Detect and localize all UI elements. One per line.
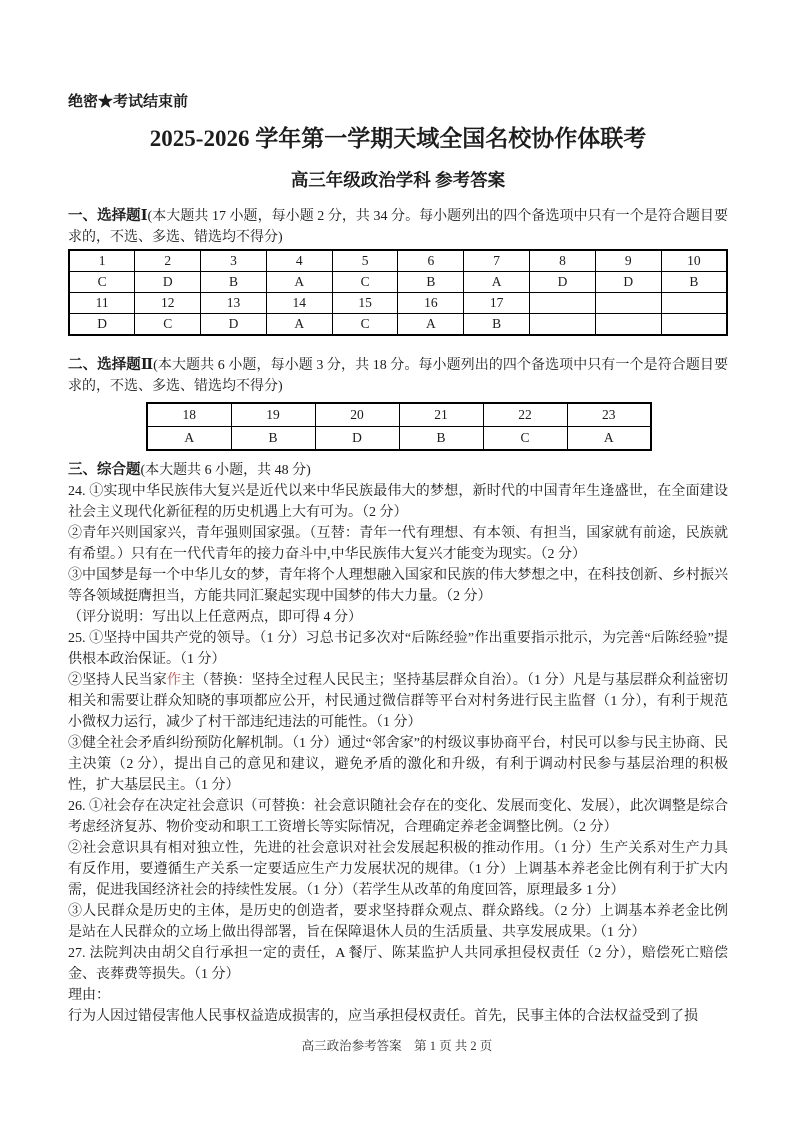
answer-cell: 4 <box>266 250 332 272</box>
answer-table-row <box>69 314 727 336</box>
section2-answer-table <box>146 402 652 451</box>
answer-text: ③人民群众是历史的主体，是历史的创造者，要求坚持群众观点、群众路线。（2 分）上调基本养老金比例是站在人民群众的立场上做出得部署，旨在保障退休人员的生活质量、共享发展成果。（1 分） <box>68 904 728 940</box>
answer-cell: 8 <box>530 250 596 272</box>
answer-cell: 3 <box>201 250 267 272</box>
answer-cell: C <box>69 272 135 293</box>
answers-block <box>68 481 728 1027</box>
answer-text: ③中国梦是每一个中华儿女的梦，青年将个人理想融入国家和民族的伟大梦想之中，在科技创新、乡村振兴等各领域挺膺担当，方能共同汇聚起实现中国梦的伟大力量。（2 分） <box>68 568 728 604</box>
answer-cell: 13 <box>201 293 267 314</box>
answer-25-2 <box>68 670 728 733</box>
answer-26-2 <box>68 838 728 901</box>
classification-label: 绝密★考试结束前 <box>68 94 189 110</box>
answer-cell: 7 <box>464 250 530 272</box>
answer-cell: 16 <box>398 293 464 314</box>
answer-cell: A <box>464 272 530 293</box>
section1-heading <box>68 206 728 248</box>
answer-cell: 22 <box>483 403 567 427</box>
answer-cell: B <box>399 427 483 451</box>
answer-cell: D <box>135 272 201 293</box>
answer-cell: D <box>69 314 135 336</box>
answer-cell <box>661 314 727 336</box>
answer-table-row <box>69 293 727 314</box>
answer-cell: 1 <box>69 250 135 272</box>
answer-24-1 <box>68 481 728 523</box>
answer-cell: B <box>661 272 727 293</box>
answer-cell: 18 <box>147 403 231 427</box>
section1-answer-table <box>68 249 728 336</box>
section3-desc: (本大题共 6 小题，共 48 分) <box>140 463 311 478</box>
answer-cell: 11 <box>69 293 135 314</box>
page-footer: 高三政治参考答案 第 1 页 共 2 页 <box>301 1039 493 1053</box>
answer-cell: D <box>595 272 661 293</box>
answer-cell: B <box>201 272 267 293</box>
answer-cell: A <box>147 427 231 451</box>
section1-desc: (本大题共 17 小题，每小题 2 分，共 34 分。每小题列出的四个备选项中只有一个是符合题目要求的，不选、多选、错选均不得分) <box>68 209 728 245</box>
answer-cell: B <box>398 272 464 293</box>
answer-cell: 2 <box>135 250 201 272</box>
exam-title: 2025-2026 学年第一学期天域全国名校协作体联考 <box>149 126 647 151</box>
answer-table-row <box>69 250 727 272</box>
answer-text: 25. ①坚持中国共产党的领导。（1 分）习总书记多次对“后陈经验”作出重要指示批示，为完善“后陈经验”提供根本政治保证。（1 分） <box>68 631 728 667</box>
answer-cell <box>595 314 661 336</box>
answer-27-reason-label <box>68 985 728 1006</box>
answer-24-note <box>68 607 728 628</box>
answer-27-reason <box>68 1006 728 1027</box>
answer-text: ②坚持人民当家 <box>68 673 167 688</box>
answer-25-1 <box>68 628 728 670</box>
answer-text: ②社会意识具有相对独立性，先进的社会意识对社会发展起积极的推动作用。（1 分）生产关系对生产力具有反作用，要遵循生产关系一定要适应生产力发展状况的规律。（1 分）上调基本养老金比例有利于扩大内需，促进我国经济社会的持续性发展。（1 分）（若学生从改革的角度回答，原理最多 1 分） <box>68 841 728 898</box>
answer-text: ③健全社会矛盾纠纷预防化解机制。（1 分）通过“邻舍家”的村级议事协商平台，村民可以参与民主协商、民主决策（2 分），提出自己的意见和建议，避免矛盾的激化和升级，有利于调动村民参与基层治理的积极性，扩大基层民主。（1 分） <box>68 736 728 793</box>
answer-cell <box>595 293 661 314</box>
answer-text: （评分说明：写出以上任意两点，即可得 4 分） <box>68 610 362 625</box>
answer-26-1 <box>68 796 728 838</box>
answer-cell: 15 <box>332 293 398 314</box>
answer-cell: 6 <box>398 250 464 272</box>
answer-cell: B <box>464 314 530 336</box>
answer-table-row <box>147 403 651 427</box>
answer-cell: C <box>332 314 398 336</box>
answer-text: 主（替换：坚持全过程人民民主；坚持基层群众自治）。（1 分）凡是与基层群众利益密切相关和需要让群众知晓的事项都应公开，村民通过微信群等平台对村务进行民主监督（1 分），有利于规范小微权力运行，减少了村干部违纪违法的可能性。（1 分） <box>68 673 729 730</box>
answer-cell: C <box>483 427 567 451</box>
answer-cell: 12 <box>135 293 201 314</box>
section2-desc: (本大题共 6 小题，每小题 3 分，共 18 分。每小题列出的四个备选项中只有一个是符合题目要求的，不选、多选、错选均不得分) <box>68 358 728 394</box>
answer-cell: 14 <box>266 293 332 314</box>
answer-text: 理由： <box>68 988 110 1003</box>
answer-27-1 <box>68 943 728 985</box>
answer-cell <box>530 293 596 314</box>
section2-heading <box>68 355 728 397</box>
answer-cell: B <box>231 427 315 451</box>
answer-25-3 <box>68 733 728 796</box>
answer-cell: C <box>135 314 201 336</box>
answer-cell: 5 <box>332 250 398 272</box>
section2-label: 二、选择题Ⅱ <box>68 357 154 373</box>
answer-table-row <box>69 272 727 293</box>
answer-text: 24. ①实现中华民族伟大复兴是近代以来中华民族最伟大的梦想，新时代的中国青年生逢盛世，在全面建设社会主义现代化新征程的历史机遇上大有可为。（2 分） <box>68 484 728 520</box>
answer-cell: 20 <box>315 403 399 427</box>
section3-heading <box>68 460 728 481</box>
answer-cell: A <box>266 314 332 336</box>
answer-cell: A <box>567 427 651 451</box>
answer-cell: D <box>530 272 596 293</box>
answer-cell: 19 <box>231 403 315 427</box>
answer-text: ②青年兴则国家兴，青年强则国家强。（互替：青年一代有理想、有本领、有担当，国家就有前途，民族就有希望。）只有在一代代青年的接力奋斗中,中华民族伟大复兴才能变为现实。（2 分） <box>68 526 728 562</box>
answer-cell: 17 <box>464 293 530 314</box>
answer-text: 行为人因过错侵害他人民事权益造成损害的，应当承担侵权责任。首先，民事主体的合法权益受到了损 <box>68 1009 698 1024</box>
answer-cell <box>530 314 596 336</box>
answer-cell: A <box>398 314 464 336</box>
corrected-character: 作 <box>166 673 181 688</box>
answer-cell: D <box>201 314 267 336</box>
answer-24-3 <box>68 565 728 607</box>
answer-24-2 <box>68 523 728 565</box>
answer-26-3 <box>68 901 728 943</box>
section1-label: 一、选择题Ⅰ <box>68 208 148 224</box>
answer-cell: C <box>332 272 398 293</box>
answer-cell: 10 <box>661 250 727 272</box>
answer-text: 27. 法院判决由胡父自行承担一定的责任，A 餐厅、陈某监护人共同承担侵权责任（2 分），赔偿死亡赔偿金、丧葬费等损失。（1 分） <box>68 946 728 982</box>
answer-cell: 23 <box>567 403 651 427</box>
answer-cell: 9 <box>595 250 661 272</box>
section3-label: 三、综合题 <box>68 462 141 478</box>
answer-cell: D <box>315 427 399 451</box>
answer-text: 26. ①社会存在决定社会意识（可替换：社会意识随社会存在的变化、发展而变化、发展），此次调整是综合考虑经济复苏、物价变动和职工工资增长等实际情况，合理确定养老金调整比例。（2 分） <box>68 799 728 835</box>
answer-cell <box>661 293 727 314</box>
exam-subtitle: 高三年级政治学科 参考答案 <box>290 170 506 190</box>
answer-cell: A <box>266 272 332 293</box>
answer-cell: 21 <box>399 403 483 427</box>
answer-table-row <box>147 427 651 451</box>
